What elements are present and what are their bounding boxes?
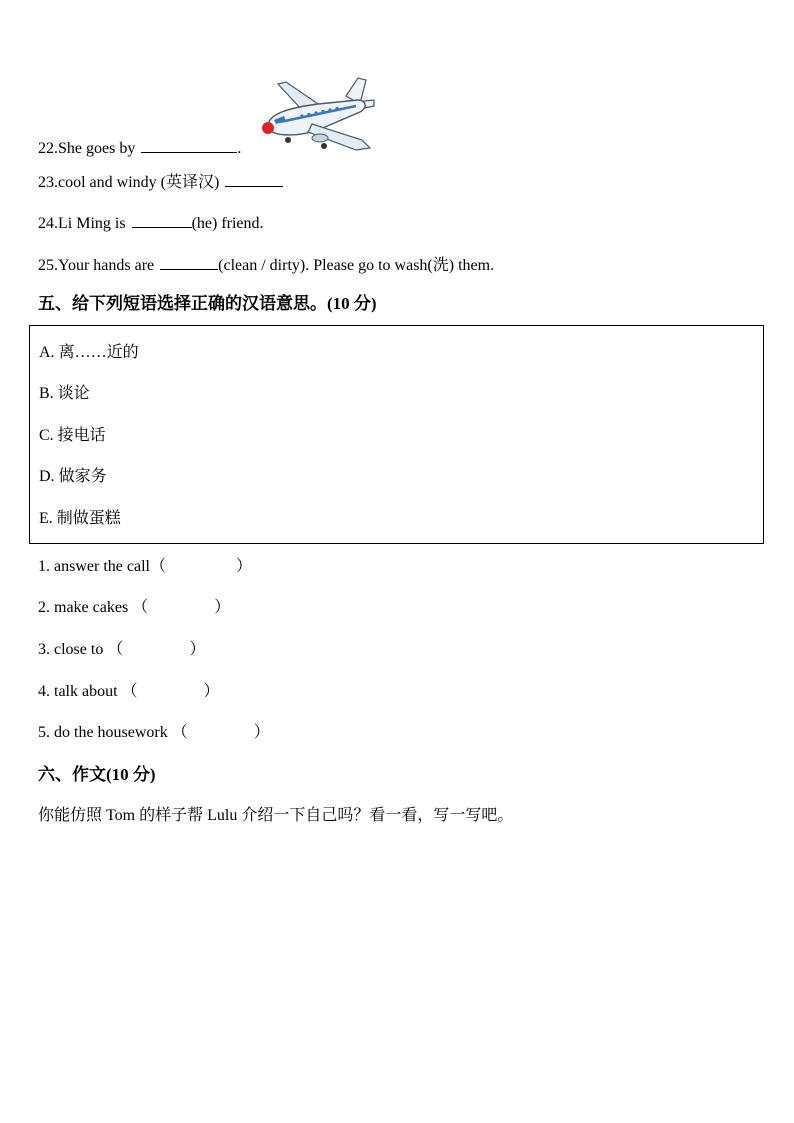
item-text: 4. talk about （ [38,683,138,700]
item-1 [38,557,252,577]
option-letter: C. [39,427,54,444]
option-e [39,509,121,529]
question-23-text: 23.cool and windy (英译汉) [38,174,220,191]
option-text: 制做蛋糕 [56,510,121,527]
section-6-prompt: 你能仿照 Tom 的样子帮 Lulu 介绍一下自己吗？看一看，写一写吧。 [38,807,514,824]
option-letter: A. [39,344,55,361]
item-text: 5. do the housework （ [38,724,188,741]
item-2 [38,598,230,618]
option-letter: D. [39,468,55,485]
option-letter: B. [39,385,54,402]
item-close: ） [189,641,206,658]
option-text: 离……近的 [58,344,139,361]
answer-blank-24[interactable] [132,212,192,228]
answer-blank-25[interactable] [160,254,218,270]
section-5-title: 五、给下列短语选择正确的汉语意思。(10 分) [38,294,377,313]
question-25 [38,254,494,276]
option-d [39,467,107,487]
section-6-title: 六、作文(10 分) [38,765,156,784]
question-24-pre: 24.Li Ming is [38,215,126,232]
option-b [39,384,90,404]
item-close: ） [235,558,252,575]
question-25-post: (clean / dirty). Please go to wash(洗) them. [218,257,495,274]
answer-blank-22[interactable] [141,137,237,153]
item-text: 1. answer the call（ [38,558,166,575]
item-close: ） [203,683,220,700]
options-box [29,325,764,544]
item-text: 3. close to （ [38,641,124,658]
option-text: 谈论 [57,385,90,402]
answer-blank-23[interactable] [225,171,283,187]
question-22 [38,137,241,159]
option-c [39,426,106,446]
item-5 [38,723,270,743]
item-close: ） [253,724,270,741]
question-24-post: (he) friend. [191,215,264,232]
item-4 [38,682,220,702]
item-3 [38,640,205,660]
question-22-end: . [237,140,242,157]
question-25-pre: 25.Your hands are [38,257,155,274]
option-text: 做家务 [58,468,107,485]
question-23 [38,171,283,193]
option-a [39,343,139,363]
option-letter: E. [39,510,53,527]
item-close: ） [214,599,231,616]
option-text: 接电话 [57,427,106,444]
item-text: 2. make cakes （ [38,599,149,616]
airplane-image [258,74,376,154]
question-24 [38,212,264,234]
question-22-text: 22.She goes by [38,140,136,157]
